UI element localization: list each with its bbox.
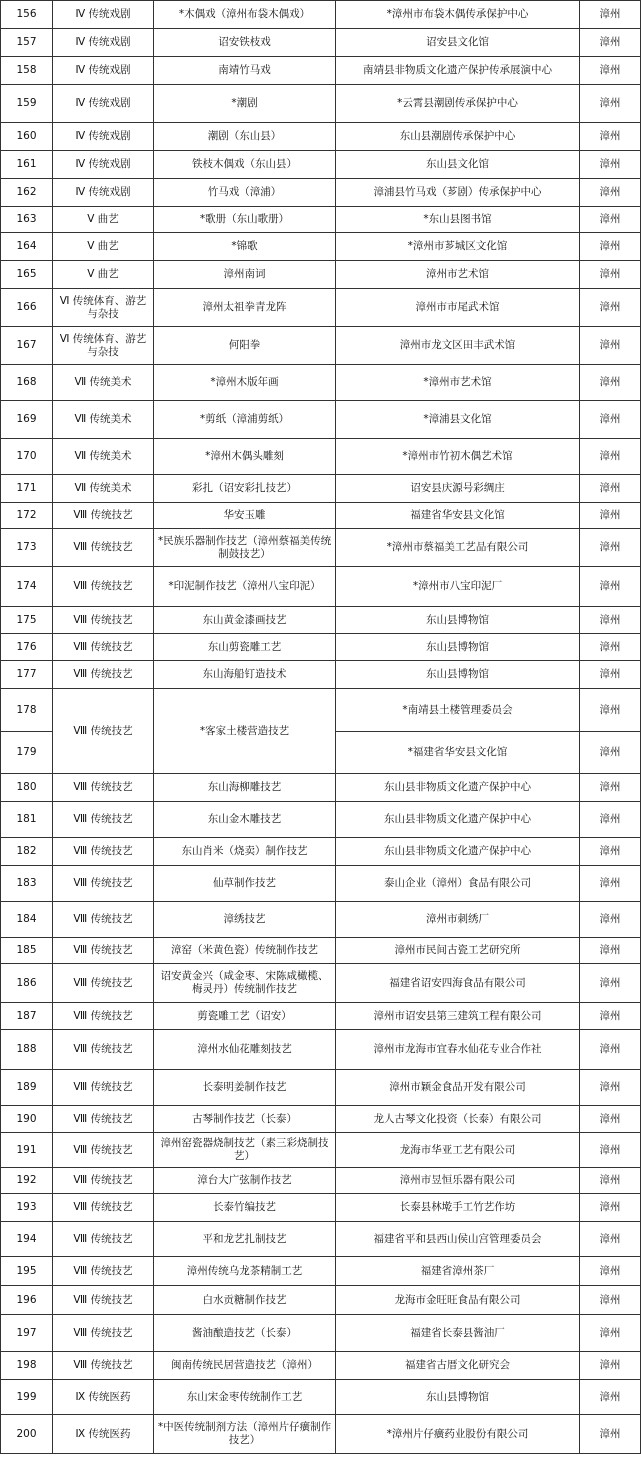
table-row <box>1 838 641 866</box>
category-cell: Ⅷ 传统技艺 <box>53 661 154 689</box>
item-name-cell: 酱油酿造技艺（长泰） <box>154 1315 336 1352</box>
item-name-cell: 闽南传统民居营造技艺（漳州） <box>154 1352 336 1380</box>
table-row <box>1 123 641 151</box>
row-number-cell: 177 <box>1 661 53 689</box>
category-cell: Ⅴ 曲艺 <box>53 207 154 233</box>
area-cell: 漳州 <box>580 661 641 689</box>
row-number-cell: 198 <box>1 1352 53 1380</box>
protection-unit-cell: 漳州市昱恒乐器有限公司 <box>336 1168 580 1194</box>
item-name-cell: 白水贡糖制作技艺 <box>154 1286 336 1315</box>
row-number-cell: 179 <box>1 732 53 774</box>
area-cell: 漳州 <box>580 1415 641 1454</box>
area-cell: 漳州 <box>580 503 641 529</box>
item-name-cell: 仙草制作技艺 <box>154 866 336 902</box>
item-name-cell: 何阳拳 <box>154 327 336 365</box>
row-number-cell: 165 <box>1 261 53 289</box>
category-cell: Ⅷ 传统技艺 <box>53 1194 154 1222</box>
table-row <box>1 1315 641 1352</box>
table-row <box>1 529 641 567</box>
protection-unit-cell: *漳州市八宝印泥厂 <box>336 567 580 607</box>
row-number-cell: 188 <box>1 1030 53 1070</box>
item-name-cell: 竹马戏（漳浦） <box>154 179 336 207</box>
table-row <box>1 401 641 439</box>
item-name-cell: 平和龙艺扎制技艺 <box>154 1222 336 1257</box>
area-cell: 漳州 <box>580 529 641 567</box>
table-row <box>1 689 641 732</box>
protection-unit-cell: 诏安县庆源号彩绸庄 <box>336 475 580 503</box>
category-cell: Ⅳ 传统戏剧 <box>53 57 154 85</box>
area-cell: 漳州 <box>580 1194 641 1222</box>
table-row <box>1 1222 641 1257</box>
protection-unit-cell: *云霄县潮剧传承保护中心 <box>336 85 580 123</box>
row-number-cell: 157 <box>1 29 53 57</box>
table-row <box>1 1194 641 1222</box>
row-number-cell: 163 <box>1 207 53 233</box>
protection-unit-cell: 东山县博物馆 <box>336 1380 580 1415</box>
category-cell: Ⅷ 传统技艺 <box>53 529 154 567</box>
item-name-cell: *中医传统制剂方法（漳州片仔癀制作技艺） <box>154 1415 336 1454</box>
table-row <box>1 1030 641 1070</box>
row-number-cell: 159 <box>1 85 53 123</box>
table-row <box>1 802 641 838</box>
row-number-cell: 175 <box>1 607 53 634</box>
protection-unit-cell: 漳州市颖金食品开发有限公司 <box>336 1070 580 1106</box>
protection-unit-cell: 漳州市刺绣厂 <box>336 902 580 938</box>
area-cell: 漳州 <box>580 1070 641 1106</box>
area-cell: 漳州 <box>580 207 641 233</box>
category-cell: Ⅷ 传统技艺 <box>53 1286 154 1315</box>
item-name-cell: 长泰竹编技艺 <box>154 1194 336 1222</box>
item-name-cell: 漳台大广弦制作技艺 <box>154 1168 336 1194</box>
protection-unit-cell: 福建省平和县西山侯山宫管理委员会 <box>336 1222 580 1257</box>
category-cell: Ⅷ 传统技艺 <box>53 1257 154 1286</box>
table-row <box>1 964 641 1003</box>
area-cell: 漳州 <box>580 1 641 29</box>
area-cell: 漳州 <box>580 401 641 439</box>
protection-unit-cell: 长泰县林墘手工竹艺作坊 <box>336 1194 580 1222</box>
row-number-cell: 192 <box>1 1168 53 1194</box>
area-cell: 漳州 <box>580 567 641 607</box>
protection-unit-cell: *东山县图书馆 <box>336 207 580 233</box>
row-number-cell: 181 <box>1 802 53 838</box>
area-cell: 漳州 <box>580 1286 641 1315</box>
table-row <box>1 1415 641 1454</box>
protection-unit-cell: 东山县博物馆 <box>336 634 580 661</box>
row-number-cell: 166 <box>1 289 53 327</box>
protection-unit-cell: 东山县博物馆 <box>336 607 580 634</box>
row-number-cell: 161 <box>1 151 53 179</box>
table-row <box>1 1168 641 1194</box>
protection-unit-cell: *漳州市布袋木偶传承保护中心 <box>336 1 580 29</box>
category-cell: Ⅸ 传统医药 <box>53 1380 154 1415</box>
table-row <box>1 151 641 179</box>
heritage-table-body <box>1 1 641 1454</box>
area-cell: 漳州 <box>580 261 641 289</box>
table-row <box>1 607 641 634</box>
area-cell: 漳州 <box>580 179 641 207</box>
item-name-cell: 漳州窑瓷器烧制技艺（素三彩烧制技艺） <box>154 1133 336 1168</box>
area-cell: 漳州 <box>580 1315 641 1352</box>
protection-unit-cell: *漳州市艺术馆 <box>336 365 580 401</box>
category-cell: Ⅶ 传统美术 <box>53 475 154 503</box>
protection-unit-cell: 东山县非物质文化遗产保护中心 <box>336 802 580 838</box>
table-row <box>1 567 641 607</box>
area-cell: 漳州 <box>580 29 641 57</box>
item-name-cell: 漳州南词 <box>154 261 336 289</box>
row-number-cell: 187 <box>1 1003 53 1030</box>
category-cell: Ⅴ 曲艺 <box>53 233 154 261</box>
category-cell: Ⅳ 传统戏剧 <box>53 179 154 207</box>
protection-unit-cell: 福建省长泰县酱油厂 <box>336 1315 580 1352</box>
table-row <box>1 1257 641 1286</box>
protection-unit-cell: 诏安县文化馆 <box>336 29 580 57</box>
table-row <box>1 57 641 85</box>
item-name-cell: 铁枝木偶戏（东山县） <box>154 151 336 179</box>
table-row <box>1 207 641 233</box>
category-cell: Ⅷ 传统技艺 <box>53 774 154 802</box>
area-cell: 漳州 <box>580 327 641 365</box>
row-number-cell: 162 <box>1 179 53 207</box>
category-cell: Ⅷ 传统技艺 <box>53 689 154 774</box>
category-cell: Ⅶ 传统美术 <box>53 365 154 401</box>
row-number-cell: 167 <box>1 327 53 365</box>
row-number-cell: 171 <box>1 475 53 503</box>
area-cell: 漳州 <box>580 774 641 802</box>
protection-unit-cell: 龙人古琴文化投资（长泰）有限公司 <box>336 1106 580 1133</box>
table-row <box>1 938 641 964</box>
category-cell: Ⅳ 传统戏剧 <box>53 29 154 57</box>
protection-unit-cell: 漳州市民间古瓷工艺研究所 <box>336 938 580 964</box>
protection-unit-cell: 漳州市市尾武术馆 <box>336 289 580 327</box>
area-cell: 漳州 <box>580 902 641 938</box>
category-cell: Ⅷ 传统技艺 <box>53 1106 154 1133</box>
category-cell: Ⅸ 传统医药 <box>53 1415 154 1454</box>
item-name-cell: 华安玉雕 <box>154 503 336 529</box>
table-row <box>1 327 641 365</box>
row-number-cell: 195 <box>1 1257 53 1286</box>
category-cell: Ⅷ 传统技艺 <box>53 607 154 634</box>
category-cell: Ⅷ 传统技艺 <box>53 634 154 661</box>
row-number-cell: 190 <box>1 1106 53 1133</box>
area-cell: 漳州 <box>580 866 641 902</box>
table-row <box>1 261 641 289</box>
protection-unit-cell: 福建省漳州茶厂 <box>336 1257 580 1286</box>
protection-unit-cell: 漳州市艺术馆 <box>336 261 580 289</box>
row-number-cell: 176 <box>1 634 53 661</box>
item-name-cell: *锦歌 <box>154 233 336 261</box>
item-name-cell: 彩扎（诏安彩扎技艺） <box>154 475 336 503</box>
protection-unit-cell: 龙海市金旺旺食品有限公司 <box>336 1286 580 1315</box>
item-name-cell: 东山海柳雕技艺 <box>154 774 336 802</box>
table-row <box>1 1380 641 1415</box>
area-cell: 漳州 <box>580 634 641 661</box>
item-name-cell: 东山海船钉造技术 <box>154 661 336 689</box>
category-cell: Ⅴ 曲艺 <box>53 261 154 289</box>
table-row <box>1 1133 641 1168</box>
item-name-cell: 东山肖米（烧卖）制作技艺 <box>154 838 336 866</box>
category-cell: Ⅷ 传统技艺 <box>53 1352 154 1380</box>
area-cell: 漳州 <box>580 732 641 774</box>
category-cell: Ⅳ 传统戏剧 <box>53 151 154 179</box>
item-name-cell: *漳州木版年画 <box>154 365 336 401</box>
protection-unit-cell: 东山县潮剧传承保护中心 <box>336 123 580 151</box>
category-cell: Ⅷ 传统技艺 <box>53 1070 154 1106</box>
item-name-cell: 漳州传统乌龙茶精制工艺 <box>154 1257 336 1286</box>
row-number-cell: 174 <box>1 567 53 607</box>
area-cell: 漳州 <box>580 439 641 475</box>
area-cell: 漳州 <box>580 1352 641 1380</box>
row-number-cell: 191 <box>1 1133 53 1168</box>
item-name-cell: 诏安铁枝戏 <box>154 29 336 57</box>
protection-unit-cell: *漳州市芗城区文化馆 <box>336 233 580 261</box>
table-row <box>1 661 641 689</box>
category-cell: Ⅷ 传统技艺 <box>53 1003 154 1030</box>
row-number-cell: 173 <box>1 529 53 567</box>
item-name-cell: 南靖竹马戏 <box>154 57 336 85</box>
area-cell: 漳州 <box>580 1257 641 1286</box>
item-name-cell: 长泰明姜制作技艺 <box>154 1070 336 1106</box>
protection-unit-cell: *南靖县土楼管理委员会 <box>336 689 580 732</box>
protection-unit-cell: 南靖县非物质文化遗产保护传承展演中心 <box>336 57 580 85</box>
table-row <box>1 902 641 938</box>
row-number-cell: 186 <box>1 964 53 1003</box>
table-row <box>1 503 641 529</box>
area-cell: 漳州 <box>580 233 641 261</box>
row-number-cell: 189 <box>1 1070 53 1106</box>
row-number-cell: 196 <box>1 1286 53 1315</box>
row-number-cell: 194 <box>1 1222 53 1257</box>
table-row <box>1 1003 641 1030</box>
table-row <box>1 1 641 29</box>
area-cell: 漳州 <box>580 802 641 838</box>
row-number-cell: 182 <box>1 838 53 866</box>
item-name-cell: 漳州太祖拳青龙阵 <box>154 289 336 327</box>
protection-unit-cell: 福建省华安县文化馆 <box>336 503 580 529</box>
item-name-cell: *印泥制作技艺（漳州八宝印泥） <box>154 567 336 607</box>
category-cell: Ⅶ 传统美术 <box>53 439 154 475</box>
category-cell: Ⅳ 传统戏剧 <box>53 1 154 29</box>
area-cell: 漳州 <box>580 289 641 327</box>
table-row <box>1 1106 641 1133</box>
category-cell: Ⅷ 传统技艺 <box>53 1222 154 1257</box>
row-number-cell: 184 <box>1 902 53 938</box>
table-row <box>1 1352 641 1380</box>
area-cell: 漳州 <box>580 85 641 123</box>
protection-unit-cell: 漳浦县竹马戏（芗剧）传承保护中心 <box>336 179 580 207</box>
area-cell: 漳州 <box>580 1168 641 1194</box>
area-cell: 漳州 <box>580 1133 641 1168</box>
table-row <box>1 85 641 123</box>
row-number-cell: 180 <box>1 774 53 802</box>
item-name-cell: 潮剧（东山县） <box>154 123 336 151</box>
protection-unit-cell: 东山县文化馆 <box>336 151 580 179</box>
table-row <box>1 29 641 57</box>
area-cell: 漳州 <box>580 1003 641 1030</box>
row-number-cell: 158 <box>1 57 53 85</box>
area-cell: 漳州 <box>580 838 641 866</box>
category-cell: Ⅷ 传统技艺 <box>53 802 154 838</box>
area-cell: 漳州 <box>580 475 641 503</box>
item-name-cell: *歌册（东山歌册） <box>154 207 336 233</box>
protection-unit-cell: 东山县非物质文化遗产保护中心 <box>336 838 580 866</box>
area-cell: 漳州 <box>580 1106 641 1133</box>
table-row <box>1 634 641 661</box>
row-number-cell: 168 <box>1 365 53 401</box>
row-number-cell: 172 <box>1 503 53 529</box>
category-cell: Ⅶ 传统美术 <box>53 401 154 439</box>
area-cell: 漳州 <box>580 151 641 179</box>
area-cell: 漳州 <box>580 964 641 1003</box>
item-name-cell: 古琴制作技艺（长泰） <box>154 1106 336 1133</box>
row-number-cell: 178 <box>1 689 53 732</box>
protection-unit-cell: *漳浦县文化馆 <box>336 401 580 439</box>
item-name-cell: *民族乐器制作技艺（漳州蔡福美传统制鼓技艺） <box>154 529 336 567</box>
area-cell: 漳州 <box>580 57 641 85</box>
row-number-cell: 199 <box>1 1380 53 1415</box>
category-cell: Ⅷ 传统技艺 <box>53 1133 154 1168</box>
item-name-cell: *客家土楼营造技艺 <box>154 689 336 774</box>
row-number-cell: 200 <box>1 1415 53 1454</box>
area-cell: 漳州 <box>580 123 641 151</box>
item-name-cell: *剪纸（漳浦剪纸） <box>154 401 336 439</box>
category-cell: Ⅳ 传统戏剧 <box>53 85 154 123</box>
table-row <box>1 475 641 503</box>
protection-unit-cell: *漳州片仔癀药业股份有限公司 <box>336 1415 580 1454</box>
protection-unit-cell: 漳州市诏安县第三建筑工程有限公司 <box>336 1003 580 1030</box>
table-row <box>1 439 641 475</box>
category-cell: Ⅷ 传统技艺 <box>53 938 154 964</box>
item-name-cell: *漳州木偶头雕刻 <box>154 439 336 475</box>
area-cell: 漳州 <box>580 365 641 401</box>
area-cell: 漳州 <box>580 938 641 964</box>
item-name-cell: 东山黄金漆画技艺 <box>154 607 336 634</box>
table-row <box>1 1070 641 1106</box>
row-number-cell: 183 <box>1 866 53 902</box>
category-cell: Ⅷ 传统技艺 <box>53 503 154 529</box>
category-cell: Ⅷ 传统技艺 <box>53 838 154 866</box>
area-cell: 漳州 <box>580 1222 641 1257</box>
item-name-cell: 剪瓷雕工艺（诏安） <box>154 1003 336 1030</box>
table-row <box>1 866 641 902</box>
table-row <box>1 365 641 401</box>
category-cell: Ⅳ 传统戏剧 <box>53 123 154 151</box>
row-number-cell: 197 <box>1 1315 53 1352</box>
row-number-cell: 193 <box>1 1194 53 1222</box>
protection-unit-cell: 漳州市龙海市宜春水仙花专业合作社 <box>336 1030 580 1070</box>
item-name-cell: *木偶戏（漳州布袋木偶戏） <box>154 1 336 29</box>
table-row <box>1 179 641 207</box>
table-row <box>1 774 641 802</box>
protection-unit-cell: 漳州市龙文区田丰武术馆 <box>336 327 580 365</box>
protection-unit-cell: *漳州市竹初木偶艺术馆 <box>336 439 580 475</box>
protection-unit-cell: 福建省古厝文化研究会 <box>336 1352 580 1380</box>
row-number-cell: 156 <box>1 1 53 29</box>
area-cell: 漳州 <box>580 607 641 634</box>
item-name-cell: 东山剪瓷雕工艺 <box>154 634 336 661</box>
protection-unit-cell: 泰山企业（漳州）食品有限公司 <box>336 866 580 902</box>
category-cell: Ⅷ 传统技艺 <box>53 866 154 902</box>
row-number-cell: 164 <box>1 233 53 261</box>
protection-unit-cell: 东山县非物质文化遗产保护中心 <box>336 774 580 802</box>
item-name-cell: 东山金木雕技艺 <box>154 802 336 838</box>
area-cell: 漳州 <box>580 689 641 732</box>
item-name-cell: 诏安黄金兴（咸金枣、宋陈咸橄榄、梅灵丹）传统制作技艺 <box>154 964 336 1003</box>
protection-unit-cell: *福建省华安县文化馆 <box>336 732 580 774</box>
category-cell: Ⅷ 传统技艺 <box>53 1315 154 1352</box>
protection-unit-cell: *漳州市蔡福美工艺品有限公司 <box>336 529 580 567</box>
protection-unit-cell: 龙海市华亚工艺有限公司 <box>336 1133 580 1168</box>
table-row <box>1 1286 641 1315</box>
area-cell: 漳州 <box>580 1030 641 1070</box>
row-number-cell: 160 <box>1 123 53 151</box>
item-name-cell: 漳窑（米黄色瓷）传统制作技艺 <box>154 938 336 964</box>
category-cell: Ⅵ 传统体育、游艺与杂技 <box>53 327 154 365</box>
protection-unit-cell: 东山县博物馆 <box>336 661 580 689</box>
item-name-cell: *潮剧 <box>154 85 336 123</box>
table-row <box>1 233 641 261</box>
category-cell: Ⅷ 传统技艺 <box>53 567 154 607</box>
category-cell: Ⅷ 传统技艺 <box>53 1030 154 1070</box>
category-cell: Ⅷ 传统技艺 <box>53 902 154 938</box>
row-number-cell: 185 <box>1 938 53 964</box>
row-number-cell: 170 <box>1 439 53 475</box>
area-cell: 漳州 <box>580 1380 641 1415</box>
item-name-cell: 漳州水仙花雕刻技艺 <box>154 1030 336 1070</box>
category-cell: Ⅷ 传统技艺 <box>53 964 154 1003</box>
protection-unit-cell: 福建省诏安四海食品有限公司 <box>336 964 580 1003</box>
table-row <box>1 289 641 327</box>
category-cell: Ⅵ 传统体育、游艺与杂技 <box>53 289 154 327</box>
item-name-cell: 东山宋金枣传统制作工艺 <box>154 1380 336 1415</box>
item-name-cell: 漳绣技艺 <box>154 902 336 938</box>
row-number-cell: 169 <box>1 401 53 439</box>
category-cell: Ⅷ 传统技艺 <box>53 1168 154 1194</box>
